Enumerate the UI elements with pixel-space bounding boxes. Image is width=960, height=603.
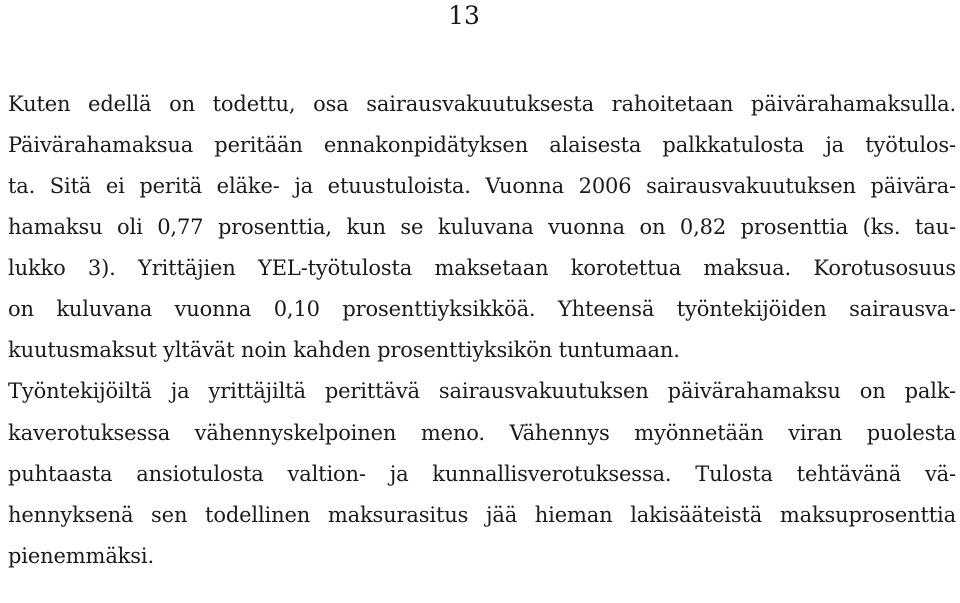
- paragraph-line: hennyksenä sen todellinen maksurasitus jää hieman lakisääteistä maksuprosenttia: [8, 503, 956, 527]
- paragraph-line: Työntekijöiltä ja yrittäjiltä perittävä sairausvakuutuksen päivärahamaksu on palk-: [8, 379, 956, 403]
- paragraph-line: puhtaasta ansiotulosta valtion- ja kunnallisverotuksessa. Tulosta tehtävänä vä-: [8, 462, 956, 486]
- paragraph-line: lukko 3). Yrittäjien YEL-työtulosta maksetaan korotettua maksua. Korotusosuus: [8, 256, 956, 280]
- paragraph-line: kuutusmaksut yltävät noin kahden prosenttiyksikön tuntumaan.: [8, 338, 680, 362]
- paragraph-line: Päivärahamaksua peritään ennakonpidätyksen alaisesta palkkatulosta ja työtulos-: [8, 133, 956, 157]
- paragraph-line: on kuluvana vuonna 0,10 prosenttiyksikköä. Yhteensä työntekijöiden sairausva-: [8, 297, 956, 321]
- page-number: 13: [448, 1, 480, 30]
- paragraph-line: ta. Sitä ei peritä eläke- ja etuustuloista. Vuonna 2006 sairausvakuutuksen päivära-: [8, 174, 956, 198]
- paragraph-line: pienemmäksi.: [8, 544, 154, 568]
- paragraph-line: hamaksu oli 0,77 prosenttia, kun se kuluvana vuonna on 0,82 prosenttia (ks. tau-: [8, 215, 956, 239]
- paragraph-line: Kuten edellä on todettu, osa sairausvakuutuksesta rahoitetaan päivärahamaksulla.: [8, 92, 956, 116]
- paragraph-line: kaverotuksessa vähennyskelpoinen meno. Vähennys myönnetään viran puolesta: [8, 421, 956, 445]
